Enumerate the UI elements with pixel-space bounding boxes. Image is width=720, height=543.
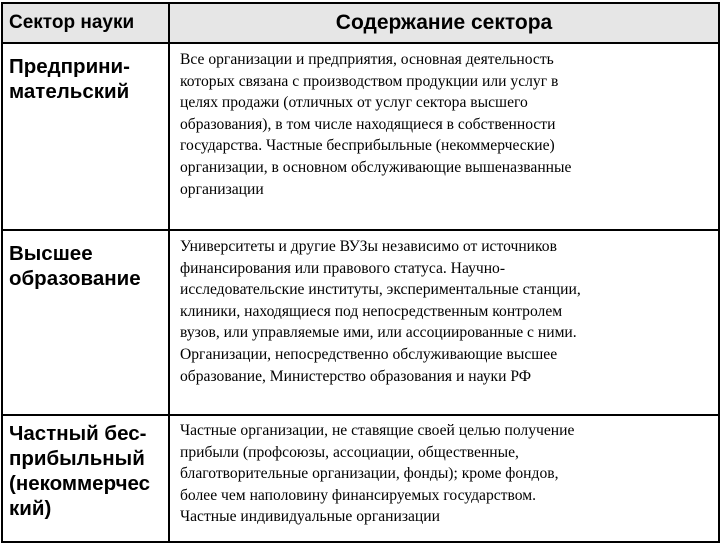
content-line: Организации, непосредственно обслуживающие высшее bbox=[180, 345, 558, 363]
sector-name-line: Предприни- bbox=[9, 55, 130, 78]
sector-name-line: прибыльный bbox=[9, 447, 145, 470]
sector-content-cell bbox=[169, 43, 719, 230]
content-line: Частные организации, не ставящие своей целью получение bbox=[180, 422, 575, 439]
sector-content-cell bbox=[169, 230, 719, 415]
table-header-row bbox=[2, 3, 719, 43]
sector-content-cell bbox=[169, 415, 719, 542]
sector-name-cell bbox=[2, 230, 169, 415]
content-line: образования), в том числе находящиеся в собственности bbox=[180, 115, 556, 133]
sector-name-line: образование bbox=[9, 267, 141, 290]
sector-name-line: мательский bbox=[9, 80, 130, 103]
content-line: которых связана с производством продукции или услуг в bbox=[180, 72, 559, 90]
content-line: государства. Частные бесприбыльные (некоммерческие) bbox=[180, 137, 555, 155]
content-line: вузов, или управляемые ими, или ассоциированные с ними. bbox=[180, 324, 577, 342]
content-line: Частные индивидуальные организации bbox=[180, 508, 440, 526]
table-row bbox=[2, 230, 719, 415]
sector-name-cell bbox=[2, 415, 169, 542]
content-line: благотворительные организации, фонды); кроме фондов, bbox=[180, 465, 559, 483]
content-line: Все организации и предприятия, основная деятельность bbox=[180, 51, 554, 68]
content-line: клиники, находящиеся под непосредственным контролем bbox=[180, 302, 563, 320]
content-line: организации, в основном обслуживающие вышеназванные bbox=[180, 158, 572, 176]
sector-name-line: Частный бес- bbox=[9, 422, 147, 445]
content-line: исследовательские институты, экспериментальные станции, bbox=[180, 281, 581, 299]
table-row bbox=[2, 415, 719, 542]
content-line: Университеты и другие ВУЗы независимо от источников bbox=[180, 238, 557, 255]
header-sector-column: Сектор науки bbox=[2, 3, 169, 43]
content-line: образование, Министерство образования и науки РФ bbox=[180, 367, 532, 385]
sector-name-line: кий) bbox=[9, 497, 52, 520]
content-line: более чем наполовину финансируемых государством. bbox=[180, 486, 537, 504]
science-sectors-table bbox=[1, 2, 720, 543]
sector-name-line: (некоммерчес bbox=[9, 472, 151, 495]
sector-name-line: Высшее bbox=[9, 242, 93, 265]
content-line: прибыли (профсоюзы, ассоциации, общественные, bbox=[180, 443, 519, 461]
content-line: финансирования или правового статуса. Научно- bbox=[180, 259, 506, 277]
table-row bbox=[2, 43, 719, 230]
header-content-column: Содержание сектора bbox=[169, 3, 719, 43]
content-line: организации bbox=[180, 180, 264, 198]
content-line: целях продажи (отличных от услуг сектора высшего bbox=[180, 94, 528, 112]
sector-name-cell bbox=[2, 43, 169, 230]
